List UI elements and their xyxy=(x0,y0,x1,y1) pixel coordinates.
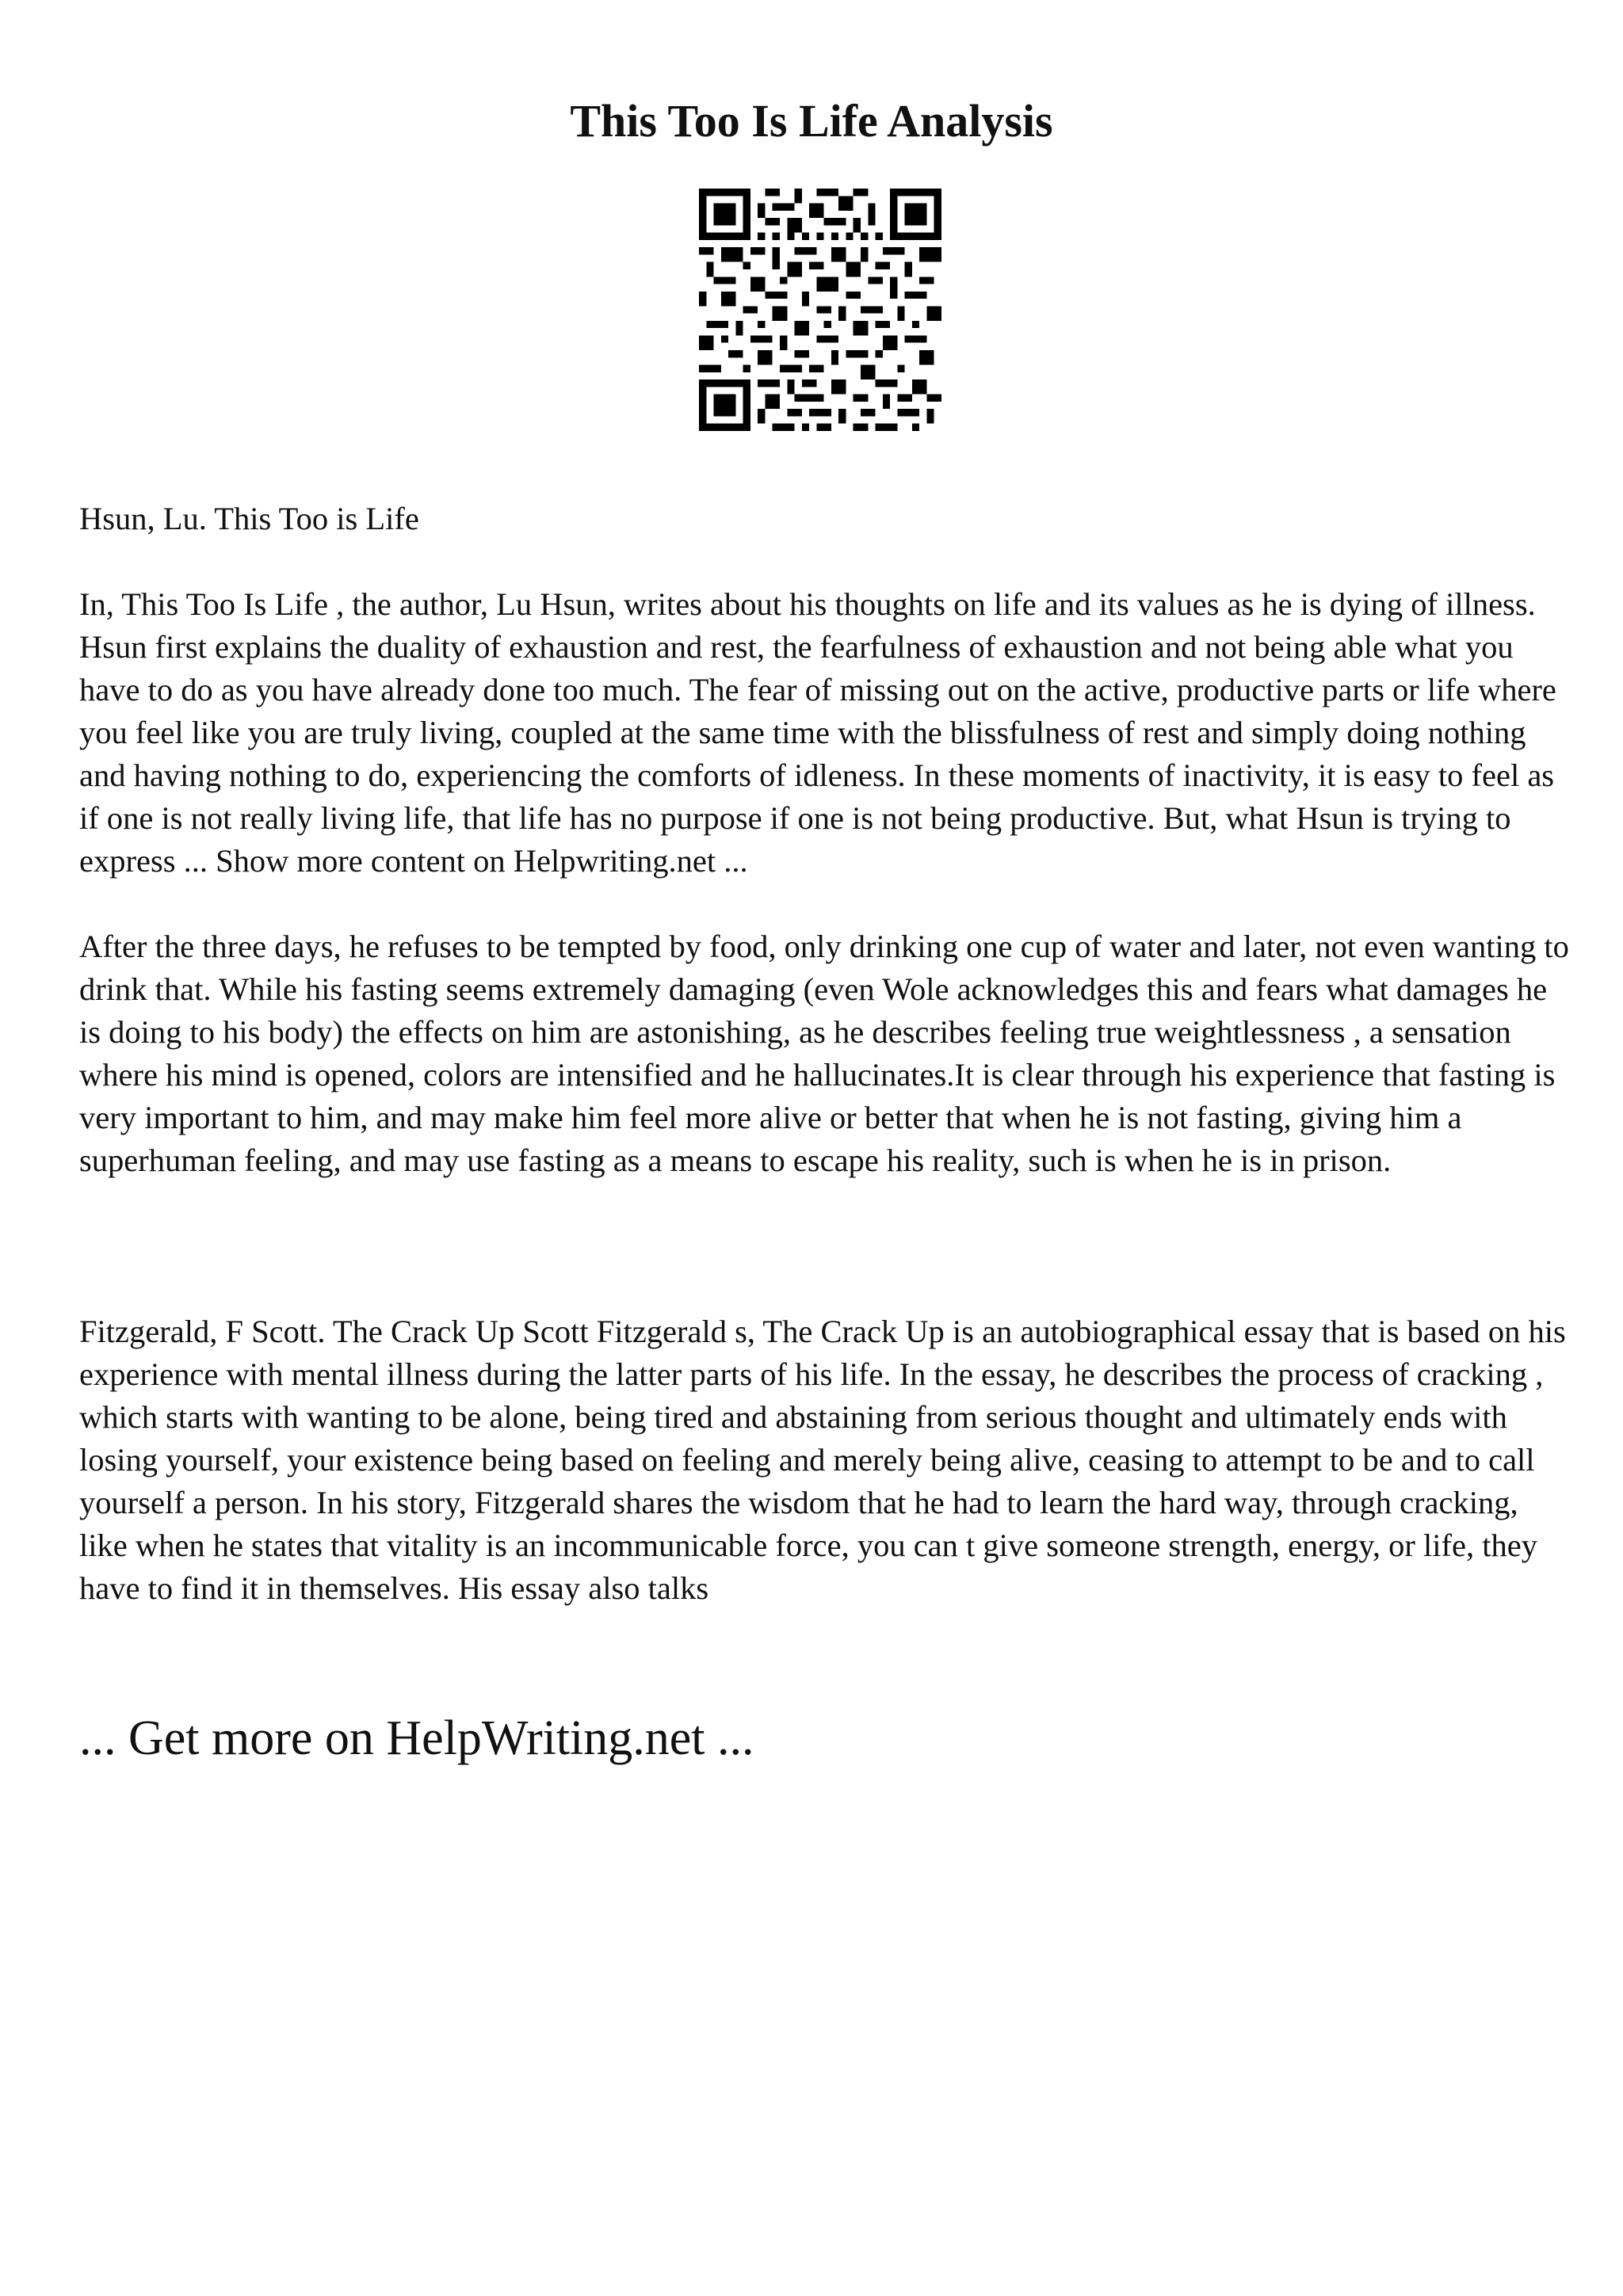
paragraph-fasting: After the three days, he refuses to be tempted by food, only drinking one cup of water and later, not even wanting to drink that. While his fasting seems extremely damaging (even Wole acknowledges this and fears what damages he is doing to his body) the effects on him are astonishing, as he describes feeling true weightlessness , a sensation where his mind is opened, colors are intensified and he hallucinates.It is clear through his experience that fasting is very important to him, and may make him feel more alive or better that when he is not fasting, giving him a superhuman feeling, and may use fasting as a means to escape his reality, such is when he is in prison. xyxy=(79,929,1569,1178)
document-title: This Too Is Life Analysis xyxy=(570,95,1053,147)
paragraph-this-too-is-life: In, This Too Is Life , the author, Lu Hsun, writes about his thoughts on life and its values as he is dying of illness. Hsun first explains the duality of exhaustion and rest, the fearfulness of exhaustion and not being able what you have to do as you have already done too much. The fear of missing out on the active, productive parts or life where you feel like you are truly living, coupled at the same time with the blissfulness of rest and simply doing nothing and having nothing to do, experiencing the comforts of idleness. In these moments of inactivity, it is easy to feel as if one is not really living life, that life has no purpose if one is not being productive. But, what Hsun is trying to express ... Show more content on Helpwriting.net ... xyxy=(79,586,1556,879)
qr-code-icon[interactable] xyxy=(699,189,941,431)
reference-lu-hsun: Hsun, Lu. This Too is Life xyxy=(79,501,419,536)
get-more-link[interactable]: ... Get more on HelpWriting.net ... xyxy=(79,1711,754,1765)
paragraph-crack-up: Fitzgerald, F Scott. The Crack Up Scott Fitzgerald s, The Crack Up is an autobiographical essay that is based on his experience with mental illness during the latter parts of his life. In the essay, he describes the process of cracking , which starts with wanting to be alone, being tired and abstaining from serious thought and ultimately ends with losing yourself, your existence being based on feeling and merely being alive, ceasing to attempt to be and to call yourself a person. In his story, Fitzgerald shares the wisdom that he had to learn the hard way, through cracking, like when he states that vitality is an incommunicable force, you can t give someone strength, energy, or life, they have to find it in themselves. His essay also talks xyxy=(79,1314,1566,1606)
